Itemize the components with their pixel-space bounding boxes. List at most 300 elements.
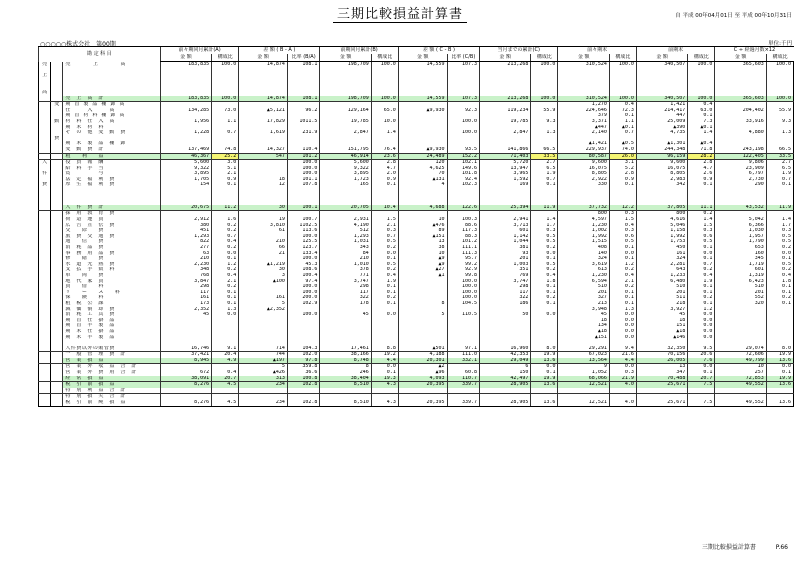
- cell-cb: ▲151: [398, 234, 447, 240]
- cell-b: 129,164: [320, 108, 371, 114]
- cell-cp: 0.0: [531, 251, 558, 257]
- cell-cp: 6.5: [531, 166, 558, 172]
- cell-f: 510: [715, 284, 766, 290]
- cell-a: 63: [160, 251, 211, 257]
- cell-pq: 7.6: [688, 358, 715, 364]
- cell-bp: 0.1: [371, 301, 398, 307]
- cell-p: ▲390: [636, 125, 687, 131]
- header-prev-cum: 前々期同月累計(A): [160, 47, 238, 55]
- cell-cp: 1.8: [531, 279, 558, 285]
- cell-br: 97.4: [287, 279, 319, 285]
- cell-a: 45: [160, 312, 211, 318]
- cell-fp: 0.5: [766, 239, 793, 245]
- cell-cp: 13.6: [531, 382, 558, 388]
- cell-pq: 1.5: [688, 223, 715, 229]
- cell-b: 4,190: [320, 223, 371, 229]
- cell-br: 100.0: [287, 171, 319, 177]
- row-label: 期 末 製 品 棚 卸: [63, 141, 160, 147]
- cell-ap: 0.1: [212, 256, 239, 262]
- cell-cp: 0.1: [531, 182, 558, 188]
- cell-a: 348: [160, 267, 211, 273]
- cell-ap: 20.4: [212, 352, 239, 358]
- cell-bp: 0.0: [371, 312, 398, 318]
- cell-c: 28,905: [480, 400, 531, 406]
- cell-c: 71,403: [480, 153, 531, 160]
- cell-c: 141,866: [480, 147, 531, 153]
- cell-pp: 6,594: [558, 279, 609, 285]
- cell-ba: 234: [239, 400, 288, 406]
- cell-fp: 13.6: [766, 382, 793, 388]
- cell-ppp: 5.2: [609, 166, 636, 172]
- cell-cp: 0.4: [531, 273, 558, 279]
- cell-pq: 4.7: [688, 166, 715, 172]
- cell-a: 20,675: [160, 205, 211, 211]
- cell-cp: 100.0: [531, 62, 558, 68]
- cell-b: 8,748: [320, 358, 371, 364]
- cell-cb: ▲501: [398, 346, 447, 352]
- cell-pq: 100.0: [688, 62, 715, 68]
- cell-p: 340,507: [636, 62, 687, 68]
- cell-a: 183,835: [160, 96, 211, 102]
- cell-b: 210: [320, 256, 371, 262]
- cell-cr: 149.6: [447, 166, 479, 172]
- footer-page-number: P.66: [775, 544, 788, 551]
- cell-b: 8,510: [320, 400, 371, 406]
- cell-pq: 1.4: [688, 217, 715, 223]
- cell-c: 28,905: [480, 382, 531, 388]
- cell-a: 134,285: [160, 108, 211, 114]
- cell-cb: 38: [398, 245, 447, 251]
- cell-f: 601: [715, 267, 766, 273]
- cell-c: 3,747: [480, 279, 531, 285]
- cell-c: 351: [480, 267, 531, 273]
- cell-fp: 1.9: [766, 171, 793, 177]
- cell-cb: 20,395: [398, 400, 447, 406]
- cell-cb: 4,625: [398, 166, 447, 172]
- cell-pp: 800: [558, 211, 609, 217]
- cell-ppp: 74.0: [609, 147, 636, 153]
- cell-p: 4,735: [636, 130, 687, 136]
- cell-cp: 1.3: [531, 130, 558, 136]
- cell-pp: 1,230: [558, 273, 609, 279]
- cell-a: 8,945: [160, 358, 211, 364]
- cell-fp: 0.0: [766, 364, 793, 370]
- cell-fp: 100.0: [766, 96, 793, 102]
- cell-pq: 0.0: [688, 364, 715, 370]
- cell-p: 340,507: [636, 96, 687, 102]
- cell-ba: 30: [239, 267, 288, 273]
- cell-p: 2,983: [636, 177, 687, 183]
- cell-cr: 100.0: [447, 279, 479, 285]
- cell-pq: 0.1: [688, 284, 715, 290]
- cell-cp: 0.2: [531, 267, 558, 273]
- cell-cr: 117.3: [447, 228, 479, 234]
- header-amount: 金 額: [239, 54, 288, 62]
- cell-ppp: 0.4: [609, 223, 636, 229]
- cell-ap: 0.4: [212, 273, 239, 279]
- cell-f: 552: [715, 295, 766, 301]
- cell-pq: 0.1: [688, 245, 715, 251]
- row-label: 期 末 材 料: [63, 125, 160, 131]
- cell-pq: 0.1: [688, 113, 715, 119]
- cell-f: 1,030: [715, 228, 766, 234]
- cell-cr: 122.6: [447, 205, 479, 211]
- cell-bp: 0.7: [371, 234, 398, 240]
- cell-b: 45: [320, 312, 371, 318]
- row-label: 法 定 福 利 費: [63, 177, 160, 183]
- cell-bp: 0.1: [371, 182, 398, 188]
- cell-bp: 76.4: [371, 147, 398, 153]
- cell-ap: 0.9: [212, 177, 239, 183]
- row-label: 支 払 手 数 料: [63, 267, 160, 273]
- cell-ap: 4.5: [212, 382, 239, 388]
- income-statement-table: [38, 46, 794, 407]
- cell-ppp: 0.6: [609, 234, 636, 240]
- cell-ba: 17,829: [239, 119, 288, 125]
- cell-fp: 8.0: [766, 346, 793, 352]
- cell-pq: ▲0.4: [688, 141, 715, 147]
- cell-ppp: 100.0: [609, 96, 636, 102]
- cell-cb: 4: [398, 182, 447, 188]
- cell-ap: 74.8: [212, 147, 239, 153]
- cell-f: 2,730: [715, 177, 766, 183]
- cell-a: 154: [160, 182, 211, 188]
- cell-bp: 19.3: [371, 376, 398, 382]
- cell-fp: 2.7: [766, 160, 793, 166]
- cell-br: 96.2: [287, 108, 319, 114]
- cell-pq: 0.1: [688, 182, 715, 188]
- cell-cb: 20,395: [398, 382, 447, 388]
- cell-ppp: 72.3: [609, 108, 636, 114]
- cell-c: 3,713: [480, 223, 531, 229]
- cell-b: 1,010: [320, 262, 371, 268]
- row-label: 期 首 半 製 品: [63, 323, 160, 329]
- cell-p: 2,281: [636, 262, 687, 268]
- cell-pp: 37,732: [558, 205, 609, 211]
- row-label: 消 耗 品 費: [63, 245, 160, 251]
- cell-pq: 1.2: [688, 307, 715, 313]
- cell-b: 165: [320, 182, 371, 188]
- cell-fp: 55.9: [766, 108, 793, 114]
- cell-b: 19,785: [320, 119, 371, 125]
- cell-b: 151,795: [320, 147, 371, 153]
- cell-bp: 2.0: [371, 171, 398, 177]
- cell-p: 447: [636, 113, 687, 119]
- cell-cr: 101.2: [447, 239, 479, 245]
- cell-p: 214,417: [636, 108, 687, 114]
- cell-cp: 0.0: [531, 364, 558, 370]
- cell-ppp: 0.1: [609, 295, 636, 301]
- cell-pp: 379: [558, 113, 609, 119]
- cell-c: 119,234: [480, 108, 531, 114]
- cell-c: 322: [480, 295, 531, 301]
- cell-pp: 1,052: [558, 370, 609, 376]
- cell-pp: 2,922: [558, 177, 609, 183]
- cell-cb: 8: [398, 301, 447, 307]
- cell-ap: 9.1: [212, 346, 239, 352]
- cell-p: 342: [636, 182, 687, 188]
- cell-ba: 1,619: [239, 130, 288, 136]
- cell-p: 18: [636, 318, 687, 324]
- cell-cr: 100.0: [447, 290, 479, 296]
- cell-pp: 213: [558, 301, 609, 307]
- cell-fp: 100.0: [766, 62, 793, 68]
- cell-ba: ▲5,121: [239, 108, 288, 114]
- cell-fp: 9.3: [766, 119, 793, 125]
- cell-ap: 100.0: [212, 62, 239, 68]
- cell-cp: 66.5: [531, 147, 558, 153]
- cell-fp: 13.6: [766, 400, 793, 406]
- cell-f: 6,423: [715, 279, 766, 285]
- cell-b: 46,914: [320, 153, 371, 160]
- header-ratio: 比率 (C/B): [447, 54, 479, 62]
- row-label: 車 両 費: [63, 273, 160, 279]
- cell-br: 101.2: [287, 153, 319, 160]
- cell-p: 151: [636, 323, 687, 329]
- cell-bp: 0.2: [371, 245, 398, 251]
- cell-ap: 0.2: [212, 267, 239, 273]
- cell-a: 277: [160, 245, 211, 251]
- cell-pp: ▲447: [558, 125, 609, 131]
- group-marker: 上: [39, 73, 51, 79]
- cell-ba: 14,874: [239, 62, 288, 68]
- cell-pp: 12,521: [558, 400, 609, 406]
- cell-ba: 210: [239, 239, 288, 245]
- cell-cp: 0.1: [531, 290, 558, 296]
- cell-a: 210: [160, 256, 211, 262]
- cell-br: 100.1: [287, 205, 319, 211]
- cell-cr: 60.8: [447, 370, 479, 376]
- cell-f: 6,797: [715, 171, 766, 177]
- row-label: 売 上 高: [63, 62, 160, 68]
- cell-ap: 0.4: [212, 370, 239, 376]
- cell-cr: 100.0: [447, 295, 479, 301]
- cell-pp: 510: [558, 284, 609, 290]
- cell-ppp: 0.0: [609, 364, 636, 370]
- cell-p: ▲1,301: [636, 141, 687, 147]
- cell-bp: 19.2: [371, 352, 398, 358]
- row-label: 期 末 半 製 品: [63, 335, 160, 341]
- cell-bp: 4.7: [371, 166, 398, 172]
- cell-cp: 2.7: [531, 160, 558, 166]
- header-share: 構成比: [609, 54, 636, 62]
- group-marker: [39, 400, 51, 406]
- cell-pq: 0.1: [688, 256, 715, 262]
- cell-p: 96,159: [636, 153, 687, 160]
- cell-ppp: 12.2: [609, 205, 636, 211]
- header-pp-total: 前々期末: [558, 47, 636, 55]
- cell-fp: 1.8: [766, 279, 793, 285]
- cell-fp: 11.9: [766, 205, 793, 211]
- cell-br: 100.0: [287, 290, 319, 296]
- cell-ap: 0.1: [212, 301, 239, 307]
- cell-ppp: 1.5: [609, 217, 636, 223]
- row-label: 賞 与: [63, 171, 160, 177]
- cell-f: 6,366: [715, 223, 766, 229]
- row-label: 変 動 費 計: [63, 147, 160, 153]
- cell-cr: 95.7: [447, 256, 479, 262]
- cell-pp: 18: [558, 318, 609, 324]
- cell-cp: 1.4: [531, 217, 558, 223]
- cell-bp: 0.2: [371, 295, 398, 301]
- cell-pp: 140: [558, 251, 609, 257]
- row-label: 事 務 用 品 費: [63, 251, 160, 257]
- cell-cr: 101.8: [447, 171, 479, 177]
- cell-pp: ▲1,421: [558, 141, 609, 147]
- header-amount: 金 額: [636, 54, 687, 62]
- cell-p: 161: [636, 251, 687, 257]
- cell-bp: 8.8: [371, 346, 398, 352]
- cell-cb: ▲96: [398, 370, 447, 376]
- cell-cp: 0.0: [531, 312, 558, 318]
- cell-ba: 66: [239, 245, 288, 251]
- cell-b: 1,293: [320, 234, 371, 240]
- cell-p: 25,671: [636, 400, 687, 406]
- cell-fp: 0.1: [766, 290, 793, 296]
- cell-pq: 0.0: [688, 251, 715, 257]
- cell-ppp: 0.0: [609, 329, 636, 335]
- cell-f: 1,719: [715, 262, 766, 268]
- cell-pp: 12,521: [558, 382, 609, 388]
- cell-f: 204,402: [715, 108, 766, 114]
- cell-c: 42,353: [480, 352, 531, 358]
- cell-f: 9,806: [715, 160, 766, 166]
- cell-a: 37,421: [160, 352, 211, 358]
- row-label: 荷 造 運 賃: [63, 217, 160, 223]
- cell-pq: 0.3: [688, 228, 715, 234]
- cell-ppp: 2.8: [609, 171, 636, 177]
- cell-br: 123.7: [287, 245, 319, 251]
- cell-a: 380: [160, 223, 211, 229]
- cell-ppp: 0.0: [609, 312, 636, 318]
- cell-ba: 3: [239, 273, 288, 279]
- subgroup-marker: 費: [51, 136, 63, 142]
- cell-fp: 0.0: [766, 251, 793, 257]
- cell-ap: 11.2: [212, 205, 239, 211]
- cell-f: 653: [715, 245, 766, 251]
- cell-p: 32,350: [636, 346, 687, 352]
- cell-br: 100.0: [287, 312, 319, 318]
- cell-cr: 110.5: [447, 312, 479, 318]
- header-amount: 金 額: [715, 54, 766, 62]
- cell-cr: 110.7: [447, 376, 479, 382]
- cell-a: 161: [160, 295, 211, 301]
- cell-b: 20,705: [320, 205, 371, 211]
- cell-p: 244,348: [636, 147, 687, 153]
- cell-b: 771: [320, 273, 371, 279]
- cell-c: 29,049: [480, 358, 531, 364]
- cell-cp: 11.9: [531, 205, 558, 211]
- cell-cb: 4,188: [398, 352, 447, 358]
- row-label: 特 別 損 失 合 計: [63, 394, 160, 400]
- row-label: そ の 他 変 動 費: [63, 130, 160, 136]
- cell-ppp: 0.0: [609, 323, 636, 329]
- cell-bp: 100.0: [371, 62, 398, 68]
- cell-ap: 0.2: [212, 245, 239, 251]
- cell-p: 70,488: [636, 376, 687, 382]
- cell-cr: 152.2: [447, 153, 479, 160]
- cell-a: 5,600: [160, 160, 211, 166]
- cell-f: 290: [715, 182, 766, 188]
- cell-ap: 0.0: [212, 251, 239, 257]
- cell-br: 231.9: [287, 130, 319, 136]
- row-label: 期 首 仕 掛 品: [63, 318, 160, 324]
- cell-c: 16,960: [480, 346, 531, 352]
- cell-f: 320: [715, 301, 766, 307]
- cell-bp: 0.5: [371, 239, 398, 245]
- cell-p: 4,616: [636, 217, 687, 223]
- cell-pp: 224,646: [558, 108, 609, 114]
- cell-b: 117: [320, 290, 371, 296]
- cell-ba: 3,810: [239, 223, 288, 229]
- cell-a: 1,293: [160, 234, 211, 240]
- cell-cr: 99.8: [447, 273, 479, 279]
- cell-b: 2,847: [320, 130, 371, 136]
- cell-ppp: 100.0: [609, 62, 636, 68]
- cell-br: 108.1: [287, 62, 319, 68]
- cell-cr: 107.3: [447, 96, 479, 102]
- cell-ppp: 0.1: [609, 113, 636, 119]
- cell-c: 13,947: [480, 166, 531, 172]
- cell-ppp: 0.9: [609, 177, 636, 183]
- cell-ppp: 0.4: [609, 273, 636, 279]
- cell-br: 102.0: [287, 352, 319, 358]
- cell-pp: 1,002: [558, 228, 609, 234]
- cell-pq: 0.0: [688, 329, 715, 335]
- cell-ppp: 0.3: [609, 228, 636, 234]
- row-label: 採 用 教 育 費: [63, 211, 160, 217]
- cell-br: 133.4: [287, 251, 319, 257]
- cell-ba: 19: [239, 217, 288, 223]
- footer-doc-title: 三期比較損益計算書: [701, 544, 756, 551]
- row-label: 旅 費 交 通 費: [63, 234, 160, 240]
- cell-ap: 0.2: [212, 284, 239, 290]
- cell-f: 201: [715, 290, 766, 296]
- cell-bp: 1.5: [371, 217, 398, 223]
- cell-ap: 25.2: [212, 153, 239, 160]
- cell-cp: 0.2: [531, 295, 558, 301]
- group-marker: 件: [39, 171, 51, 177]
- cell-p: 450: [636, 245, 687, 251]
- cell-fp: 1.3: [766, 130, 793, 136]
- cell-bp: 10.0: [371, 119, 398, 125]
- cell-ppp: 0.5: [609, 239, 636, 245]
- cell-br: 100.0: [287, 166, 319, 172]
- row-label: 期 首 材 料 棚 卸 高: [63, 113, 160, 119]
- row-label: 交 際 費: [63, 228, 160, 234]
- cell-cp: 13.6: [531, 358, 558, 364]
- cell-p: 8,805: [636, 171, 687, 177]
- cell-pp: 327: [558, 295, 609, 301]
- cell-ba: 5: [239, 301, 288, 307]
- cell-ba: 61: [239, 228, 288, 234]
- subgroup-marker: 変: [51, 102, 63, 108]
- cell-ap: 0.4: [212, 239, 239, 245]
- cell-a: 451: [160, 228, 211, 234]
- cell-ppp: 0.1: [609, 182, 636, 188]
- cell-cr: 100.0: [447, 284, 479, 290]
- row-label: 保 険 料: [63, 295, 160, 301]
- cell-cr: 100.3: [447, 217, 479, 223]
- cell-pp: 16,075: [558, 166, 609, 172]
- cell-fp: 0.3: [766, 228, 793, 234]
- cell-a: 822: [160, 239, 211, 245]
- cell-c: 117: [480, 290, 531, 296]
- cell-fp: 0.1: [766, 370, 793, 376]
- cell-ap: 4.9: [212, 358, 239, 364]
- cell-fp: 0.1: [766, 256, 793, 262]
- cell-fp: 6.5: [766, 166, 793, 172]
